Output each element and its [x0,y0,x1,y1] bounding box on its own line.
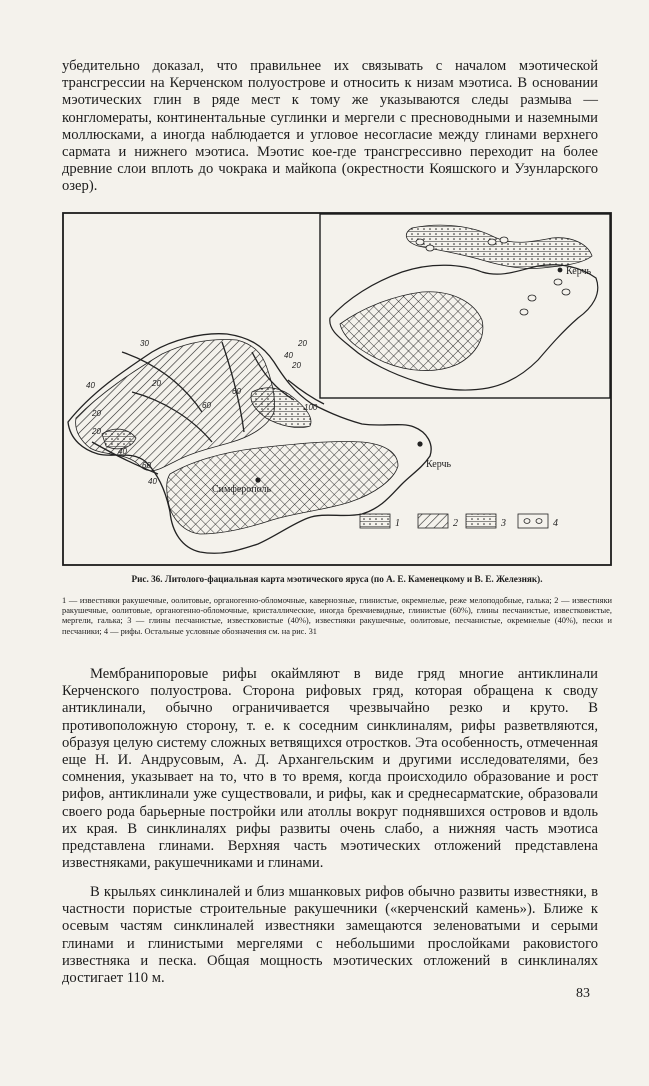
legend-label-3: 3 [501,518,506,529]
isopach-label: 20 [92,427,101,436]
isopach-label: 40 [86,381,95,390]
figure-caption-body: 1 — известняки ракушечные, оолитовые, органогенно-обломочные, кавернозные, глинистые, окремнелые, реже мелоподобные, галька; 2 — известняки ракушечные, оолитовые, органогенно-обломочные, кристаллические, иногда брекчиевидные, глинистые (60%), глины песчанистые, известковистые, мергели, галька; 3 — глины песчанистые, известковистые (40%), известняки ракушечные, оолитовые, песчанистые, окремнелые (40%), пески и песчаники; 4 — рифы. Остальные условные обозначения см. на рис. 31 [62,596,612,636]
figure-caption-title: Рис. 36. Литолого-фациальная карта мэотического яруса (по А. Е. Каменецкому и В. Е. Железняк). [131,574,543,584]
lithofacies-map-figure [62,212,612,566]
isopach-label: 40 [284,351,293,360]
kerch-inset-marker [558,268,563,273]
legend-swatch-3 [466,514,496,528]
kerch-inset-label: Керчь [566,266,592,277]
isopach-label: 20 [292,361,301,370]
kerch-city-marker [417,441,422,446]
legend-label-4: 4 [553,518,558,529]
legend-swatch-1 [360,514,390,528]
isopach-label: 40 [148,477,157,486]
isopach-label: 20 [92,409,101,418]
kerch-label: Керчь [426,459,452,470]
page-number: 83 [576,986,590,1001]
legend-swatch-4 [518,514,548,528]
paragraph-3: В крыльях синклиналей и близ мшанковых рифов обычно развиты известняки, в частности пористые строительные ракушечники («керченский камень»). Ближе к осевым частям синклиналей известняки замещаются зеленоватыми и серыми глинами и глинистыми мергелями с небольшими прослойками раковистого известняка и песка. Общая мощность мэотических отложений в синклиналях достигает 110 м. [62,884,598,987]
isopach-label: 60 [232,387,241,396]
isopach-label: 40 [118,447,127,456]
simferopol-city-marker [255,477,260,482]
legend-label-1: 1 [395,518,400,529]
isopach-label: 100 [304,403,318,412]
simferopol-label: Симферополь [212,484,272,495]
legend-label-2: 2 [453,518,458,529]
isopach-label: 60 [202,401,211,410]
legend-swatch-2 [418,514,448,528]
paragraph-2: Мембранипоровые рифы окаймляют в виде гряд многие антиклинали Керченского полуострова. Сторона рифовых гряд, которая обращена к своду антиклинали, обычно ограничивается чрезвычайно резко и круто. В противоположную сторону, т. е. к соседним синклиналям, рифы разветвляются, образуя целую систему сложных ветвящихся отростков. Эта особенность, отмеченная еще Н. И. Андрусовым, А. Д. Архангельским и другими исследователями, без сомнения, указывает на то, что в то время, когда происходило образование и рост рифов, антиклинали уже существовали, и рифы, как и среднесарматские, образовали своего рода барьерные постройки или атоллы вокруг поднявшихся островов и вдоль их края. В синклиналях рифы развиты очень слабо, а нижняя часть мэотиса представлена глинами. Верхняя часть мэотических отложений представлена известняками, ракушечниками и глинами. [62,666,598,872]
isopach-label: 30 [140,339,149,348]
isopach-label: 20 [298,339,307,348]
isopach-label: 20 [152,379,161,388]
paragraph-1: убедительно доказал, что правильнее их связывать с началом мэотической трансгрессии на Керченском полуострове и относить к низам мэотиса. В основании мэотических глин в ряде мест к тому же указываются следы размыва — конгломераты, континентальные суглинки и мергели с пресноводными и наземными моллюсками, а иногда наблюдается и угловое несогласие между глинами верхнего сармата и нижнего мэотиса. Мэотис кое-где трансгрессивно переходит на более древние слои вплоть до чокрака и майкопа (окрестности Кояшского и Узунларского озер). [62,58,598,195]
isopach-label: 60 [142,461,151,470]
